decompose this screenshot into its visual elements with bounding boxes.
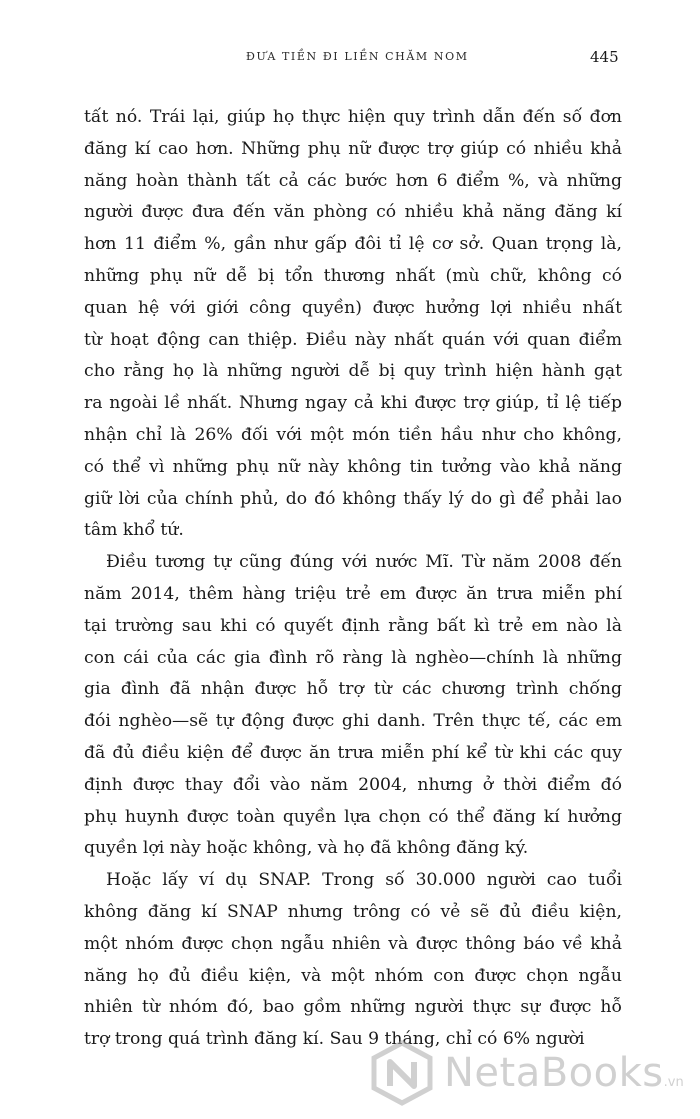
text-line: đã đủ điều kiện để được ăn trưa miễn phí kể từ khi các quy [84,742,622,763]
text-line: Điều tương tự cũng đúng với nước Mĩ. Từ năm 2008 đến [106,552,622,573]
text-line: không đăng kí SNAP nhưng trông có vẻ sẽ đủ điều kiện, [84,901,622,922]
text-line: năm 2014, thêm hàng triệu trẻ em được ăn trưa miễn phí [84,583,622,604]
text-line: giữ lời của chính phủ, do đó không thấy lý do gì để phải lao [84,488,622,509]
text-line: năng hoàn thành tất cả các bước hơn 6 điểm %, và những [84,170,622,191]
watermark-suffix: .vn [663,1075,684,1090]
text-line: hơn 11 điểm %, gần như gấp đôi tỉ lệ cơ sở. Quan trọng là, [84,234,622,255]
page-number: 445 [590,48,619,66]
text-line: tâm khổ tứ. [84,520,184,541]
running-title: ĐƯA TIỀN ĐI LIỀN CHĂM NOM [246,50,469,63]
text-line: cho rằng họ là những người dễ bị quy trình hiện hành gạt [84,361,622,382]
text-line: quyền lợi này hoặc không, và họ đã không đăng ký. [84,838,529,859]
text-line: nhận chỉ là 26% đối với một món tiền hầu như cho không, [84,424,622,445]
text-line: nhiên từ nhóm đó, bao gồm những người thực sự được hỗ [84,997,622,1018]
paragraph [84,865,622,1056]
text-line: ra ngoài lề nhất. Nhưng ngay cả khi được trợ giúp, tỉ lệ tiếp [84,393,622,414]
text-line: có thể vì những phụ nữ này không tin tưởng vào khả năng [84,456,622,477]
text-line: phụ huynh được toàn quyền lựa chọn có thể đăng kí hưởng [84,806,622,827]
text-line: một nhóm được chọn ngẫu nhiên và được thông báo về khả [84,933,622,954]
netabooks-logo-icon [370,1040,434,1106]
text-line: Hoặc lấy ví dụ SNAP. Trong số 30.000 người cao tuổi [106,870,622,891]
watermark-brand: NetaBooks [444,1050,664,1096]
text-line: con cái của các gia đình rõ ràng là nghèo—chính là những [84,647,622,668]
text-line: định được thay đổi vào năm 2004, nhưng ở thời điểm đó [84,774,622,795]
text-line: gia đình đã nhận được hỗ trợ từ các chương trình chống [84,679,622,700]
text-line: từ hoạt động can thiệp. Điều này nhất quán với quan điểm [84,329,622,350]
watermark [360,1040,700,1106]
running-head [0,48,700,72]
text-line: trợ trong quá trình đăng kí. Sau 9 tháng, chỉ có 6% người [84,1029,585,1050]
text-line: đăng kí cao hơn. Những phụ nữ được trợ giúp có nhiều khả [84,138,622,159]
text-line: những phụ nữ dễ bị tổn thương nhất (mù chữ, không có [84,265,622,286]
text-line: đói nghèo—sẽ tự động được ghi danh. Trên thực tế, các em [84,711,622,732]
paragraph [84,547,622,865]
text-line: quan hệ với giới công quyền) được hưởng lợi nhiều nhất [84,297,622,318]
text-line: người được đưa đến văn phòng có nhiều khả năng đăng kí [84,202,622,223]
watermark-text [444,1050,684,1096]
text-line: tại trường sau khi có quyết định rằng bất kì trẻ em nào là [84,615,622,636]
text-line: tất nó. Trái lại, giúp họ thực hiện quy trình dẫn đến số đơn [84,107,622,127]
text-line: năng họ đủ điều kiện, và một nhóm con được chọn ngẫu [84,965,622,986]
body-text [84,102,622,1056]
paragraph [84,102,622,547]
